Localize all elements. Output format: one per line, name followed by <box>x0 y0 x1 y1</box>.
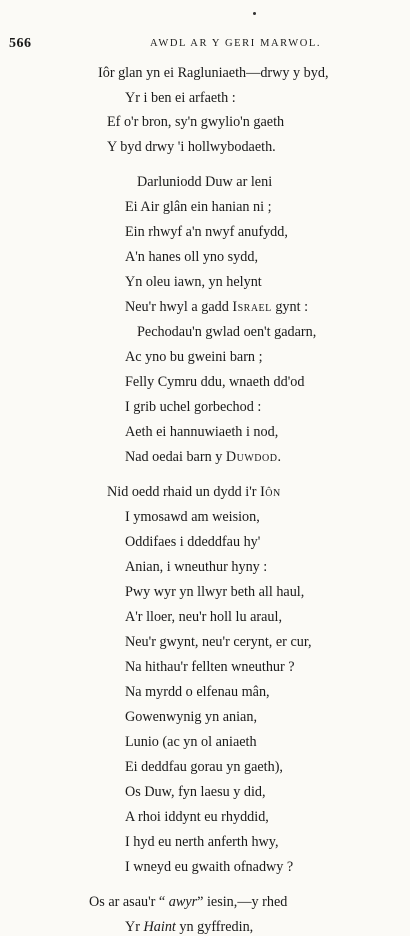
poem-line: Darluniodd Duw ar leni <box>137 174 273 190</box>
poem-line: Anian, i wneuthur hyny : <box>125 559 268 575</box>
poem-line <box>89 893 287 911</box>
poem-line: Pwy wyr yn llwyr beth all haul, <box>125 584 305 600</box>
line-segment: Neu'r hwyl a gadd <box>125 299 233 315</box>
line-segment: . <box>277 449 281 465</box>
poem-line: Ei deddfau gorau yn gaeth), <box>125 759 283 775</box>
poem-line: Ef o'r bron, sy'n gwylio'n gaeth <box>107 114 285 130</box>
poem-line: Yr i ben ei arfaeth : <box>125 90 236 106</box>
line-segment: ” iesin,—y rhed <box>197 894 288 910</box>
poem-line: Ac yno bu gweini barn ; <box>125 349 263 365</box>
poem-line: Y byd drwy 'i hollwybodaeth. <box>107 139 276 155</box>
poem-line: Na hithau'r fellten wneuthur ? <box>125 659 295 675</box>
poem-line: Felly Cymru ddu, wnaeth dd'od <box>125 374 305 390</box>
poem-line: Os Duw, fyn laesu y did, <box>125 784 266 800</box>
line-segment: Os ar asau'r “ <box>89 894 169 910</box>
ink-speck <box>253 12 256 15</box>
poem-line: Pechodau'n gwlad oen't gadarn, <box>137 324 317 340</box>
poem-line: I hyd eu nerth anferth hwy, <box>125 834 279 850</box>
running-head: AWDL AR Y GERI MARWOL. <box>150 38 322 49</box>
small-caps-word: Iôn <box>260 484 281 500</box>
poem-line: Gowenwynig yn anian, <box>125 709 257 725</box>
line-segment: Nad oedai barn y <box>125 449 226 465</box>
italic-word: awyr <box>168 894 198 910</box>
poem-line: Iôr glan yn ei Ragluniaeth—drwy y byd, <box>98 65 329 81</box>
poem-line: I wneyd eu gwaith ofnadwy ? <box>125 859 294 875</box>
italic-word: Haint <box>143 919 176 935</box>
poem-line: A rhoi iddynt eu rhyddid, <box>125 809 269 825</box>
poem-line <box>125 918 253 936</box>
line-segment: yn gyffredin, <box>175 919 254 935</box>
page-number: 566 <box>9 36 32 51</box>
poem-line: Neu'r gwynt, neu'r cerynt, er cur, <box>125 634 312 650</box>
poem-line: Yn oleu iawn, yn helynt <box>125 274 262 290</box>
poem-line <box>107 483 281 501</box>
line-segment: gynt : <box>271 299 309 315</box>
poem-line: A'n hanes oll yno sydd, <box>125 249 258 265</box>
line-segment: Yr <box>125 919 144 935</box>
poem-line <box>125 448 281 466</box>
poem-line: Oddifaes i ddeddfau hy' <box>125 534 261 550</box>
poem-line <box>125 298 308 316</box>
poem-line: Aeth ei hannuwiaeth i nod, <box>125 424 279 440</box>
poem-line: I ymosawd am weision, <box>125 509 260 525</box>
poem-line: Na myrdd o elfenau mân, <box>125 684 270 700</box>
poem-line: Lunio (ac yn ol aniaeth <box>125 734 257 750</box>
small-caps-word: Israel <box>232 299 272 315</box>
line-segment: Nid oedd rhaid un dydd i'r <box>107 484 261 500</box>
small-caps-word: Duwdod <box>225 449 278 465</box>
poem-line: A'r lloer, neu'r holl lu araul, <box>125 609 283 625</box>
poem-line: I grib uchel gorbechod : <box>125 399 262 415</box>
poem-line: Ein rhwyf a'n nwyf anufydd, <box>125 224 288 240</box>
poem-line: Ei Air glân ein hanian ni ; <box>125 199 272 215</box>
